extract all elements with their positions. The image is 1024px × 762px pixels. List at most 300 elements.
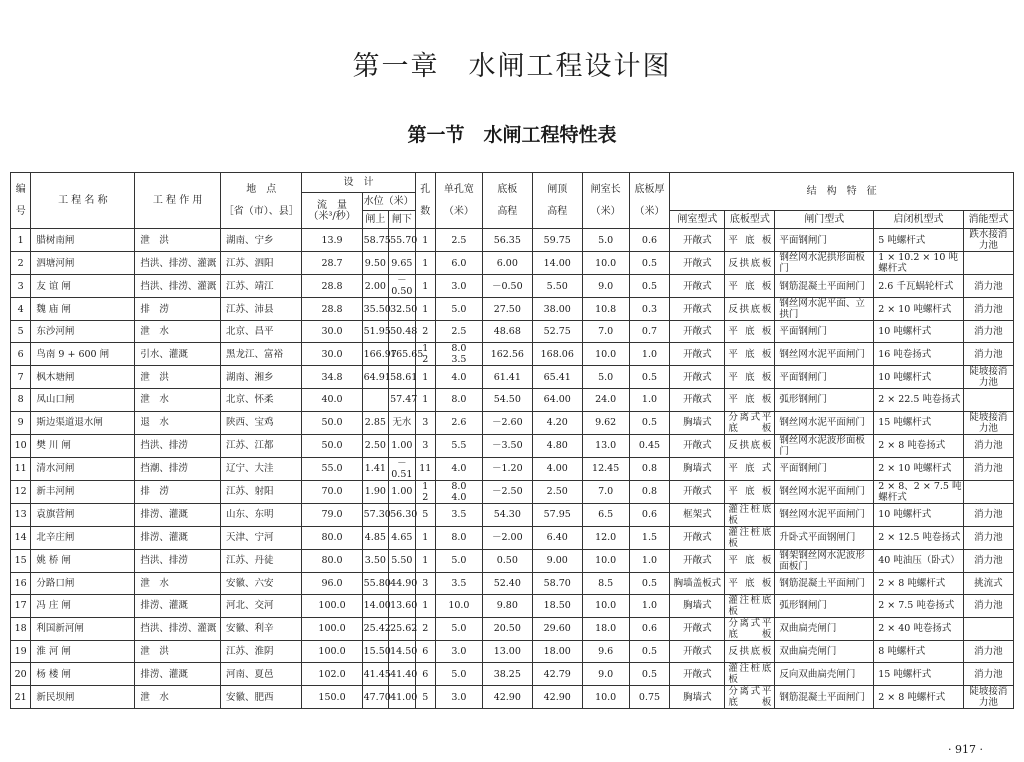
cell-hoist: 2 × 10 吨螺杆式 <box>874 298 964 321</box>
col-function-header: 工 程 作 用 <box>135 173 221 229</box>
cell-top: 14.00 <box>532 252 582 275</box>
cell-energy: 消力池 <box>963 457 1013 480</box>
cell-thick: 1.0 <box>629 389 670 411</box>
cell-thick: 0.6 <box>629 503 670 526</box>
cell-ftype: 平底式 <box>725 457 775 480</box>
cell-loc: 山东、东明 <box>220 503 302 526</box>
cell-gate: 钢筋混凝土平面闸门 <box>775 275 874 298</box>
cell-chamber: 胸墙盖板式 <box>670 572 725 594</box>
table-row <box>11 549 1014 572</box>
cell-holes: 6 <box>415 663 435 686</box>
cell-energy <box>963 389 1013 411</box>
cell-ftype: 平底板 <box>725 389 775 411</box>
cell-name: 凤山口闸 <box>31 389 135 411</box>
cell-hoist: 15 吨螺杆式 <box>874 663 964 686</box>
table-row <box>11 594 1014 617</box>
cell-holes: 1 <box>415 549 435 572</box>
cell-floor: 54.50 <box>482 389 532 411</box>
cell-flow: 13.9 <box>302 229 362 252</box>
cell-no: 20 <box>11 663 31 686</box>
cell-width: 5.0 <box>435 663 482 686</box>
cell-no: 12 <box>11 480 31 503</box>
cell-chamber: 开敞式 <box>670 617 725 640</box>
cell-thick: 0.5 <box>629 411 670 434</box>
table-row <box>11 663 1014 686</box>
cell-hoist: 2 × 8、2 × 7.5 吨螺杆式 <box>874 480 964 503</box>
cell-top: 38.00 <box>532 298 582 321</box>
cell-down: 32.50 <box>389 298 416 321</box>
cell-loc: 江苏、泗阳 <box>220 252 302 275</box>
table-row <box>11 298 1014 321</box>
cell-len: 10.8 <box>582 298 629 321</box>
cell-floor: 52.40 <box>482 572 532 594</box>
cell-flow: 100.0 <box>302 594 362 617</box>
cell-up: 64.91 <box>362 366 389 389</box>
cell-gate: 平面钢闸门 <box>775 457 874 480</box>
cell-loc: 安徽、六安 <box>220 572 302 594</box>
cell-no: 9 <box>11 411 31 434</box>
cell-name: 利国新河闸 <box>31 617 135 640</box>
cell-floor: －2.60 <box>482 411 532 434</box>
col-length-header: 闸室长 （米） <box>582 173 629 229</box>
cell-gate: 弧形钢闸门 <box>775 389 874 411</box>
cell-name: 清水河闸 <box>31 457 135 480</box>
cell-top: 57.95 <box>532 503 582 526</box>
table-row <box>11 572 1014 594</box>
cell-name: 冯 庄 闸 <box>31 594 135 617</box>
cell-width: 2.5 <box>435 229 482 252</box>
cell-hoist: 2 × 22.5 吨卷扬式 <box>874 389 964 411</box>
col-holes-header: 孔 数 <box>415 173 435 229</box>
cell-down: 14.50 <box>389 640 416 662</box>
cell-energy: 消力池 <box>963 434 1013 457</box>
table-row <box>11 252 1014 275</box>
cell-name: 樊 川 闸 <box>31 434 135 457</box>
cell-flow: 28.8 <box>302 298 362 321</box>
cell-top: 4.80 <box>532 434 582 457</box>
cell-gate: 钢丝网水泥平面闸门 <box>775 503 874 526</box>
cell-floor: 13.00 <box>482 640 532 662</box>
table-row <box>11 275 1014 298</box>
col-floor-type-header: 底板型式 <box>725 211 775 229</box>
cell-chamber: 胸墙式 <box>670 457 725 480</box>
cell-up: 55.80 <box>362 572 389 594</box>
cell-holes: 1 <box>415 526 435 549</box>
cell-width: 3.5 <box>435 503 482 526</box>
table-row <box>11 640 1014 662</box>
cell-chamber: 开敞式 <box>670 663 725 686</box>
cell-energy: 消力池 <box>963 663 1013 686</box>
cell-loc: 河南、夏邑 <box>220 663 302 686</box>
cell-top: 18.50 <box>532 594 582 617</box>
cell-loc: 陕西、宝鸡 <box>220 411 302 434</box>
cell-top: 64.00 <box>532 389 582 411</box>
cell-holes: 1 <box>415 229 435 252</box>
cell-top: 18.00 <box>532 640 582 662</box>
cell-down: 1.00 <box>389 480 416 503</box>
cell-floor: 48.68 <box>482 321 532 343</box>
cell-flow: 34.8 <box>302 366 362 389</box>
cell-no: 16 <box>11 572 31 594</box>
cell-floor: 38.25 <box>482 663 532 686</box>
cell-down: 25.62 <box>389 617 416 640</box>
cell-holes: 2 <box>415 617 435 640</box>
cell-floor: 162.56 <box>482 343 532 366</box>
cell-name: 分路口闸 <box>31 572 135 594</box>
cell-width: 5.0 <box>435 298 482 321</box>
cell-len: 18.0 <box>582 617 629 640</box>
cell-chamber: 开敞式 <box>670 229 725 252</box>
cell-ftype: 平底板 <box>725 343 775 366</box>
cell-holes: 5 <box>415 503 435 526</box>
table-row <box>11 411 1014 434</box>
cell-len: 7.0 <box>582 480 629 503</box>
cell-func: 挡洪、排涝、灌溉 <box>135 275 221 298</box>
cell-hoist: 2.6 千瓦蜗轮杆式 <box>874 275 964 298</box>
cell-floor: 0.50 <box>482 549 532 572</box>
cell-func: 泄 水 <box>135 686 221 709</box>
cell-func: 泄 水 <box>135 572 221 594</box>
table-row <box>11 389 1014 411</box>
cell-no: 17 <box>11 594 31 617</box>
cell-up: 41.45 <box>362 663 389 686</box>
cell-func: 挡洪、排涝 <box>135 549 221 572</box>
cell-func: 排涝、灌溉 <box>135 503 221 526</box>
cell-up: 2.85 <box>362 411 389 434</box>
cell-func: 挡洪、排涝、灌溉 <box>135 617 221 640</box>
cell-loc: 天津、宁河 <box>220 526 302 549</box>
cell-ftype: 平底板 <box>725 549 775 572</box>
cell-gate: 钢丝网水泥平面闸门 <box>775 343 874 366</box>
cell-hoist: 2 × 8 吨螺杆式 <box>874 572 964 594</box>
cell-len: 13.0 <box>582 434 629 457</box>
cell-flow: 70.0 <box>302 480 362 503</box>
cell-floor: 61.41 <box>482 366 532 389</box>
cell-hoist: 8 吨螺杆式 <box>874 640 964 662</box>
cell-func: 挡潮、排涝 <box>135 457 221 480</box>
cell-holes: 5 <box>415 686 435 709</box>
cell-chamber: 开敞式 <box>670 640 725 662</box>
cell-down: －0.50 <box>389 275 416 298</box>
cell-ftype: 灌注桩底板 <box>725 503 775 526</box>
col-gate-header: 闸门型式 <box>775 211 874 229</box>
cell-gate: 钢筋混凝土平面闸门 <box>775 572 874 594</box>
cell-up: 25.42 <box>362 617 389 640</box>
cell-width: 10.0 <box>435 594 482 617</box>
cell-energy <box>963 617 1013 640</box>
cell-thick: 1.0 <box>629 343 670 366</box>
cell-ftype: 反拱底板 <box>725 252 775 275</box>
cell-func: 排涝、灌溉 <box>135 594 221 617</box>
cell-down: 44.90 <box>389 572 416 594</box>
cell-no: 19 <box>11 640 31 662</box>
col-thick-header: 底板厚 （米） <box>629 173 670 229</box>
cell-gate: 反向双曲扁壳闸门 <box>775 663 874 686</box>
cell-ftype: 分离式平底板 <box>725 411 775 434</box>
cell-floor: －3.50 <box>482 434 532 457</box>
cell-thick: 0.75 <box>629 686 670 709</box>
cell-chamber: 开敞式 <box>670 321 725 343</box>
cell-down: 50.48 <box>389 321 416 343</box>
cell-func: 挡洪、排涝、灌溉 <box>135 252 221 275</box>
cell-flow: 79.0 <box>302 503 362 526</box>
cell-holes: 1 <box>415 252 435 275</box>
table-row <box>11 526 1014 549</box>
cell-no: 14 <box>11 526 31 549</box>
cell-holes: 11 <box>415 457 435 480</box>
cell-width: 8.0 4.0 <box>435 480 482 503</box>
cell-len: 24.0 <box>582 389 629 411</box>
cell-loc: 湖南、湘乡 <box>220 366 302 389</box>
cell-hoist: 40 吨油压（卧式） <box>874 549 964 572</box>
cell-gate: 钢丝网水泥波形面板门 <box>775 434 874 457</box>
cell-loc: 江苏、靖江 <box>220 275 302 298</box>
cell-down: 165.65 <box>389 343 416 366</box>
cell-energy: 消力池 <box>963 526 1013 549</box>
col-structure-header: 结 构 特 征 <box>670 173 1014 211</box>
cell-name: 斯边渠道退水闸 <box>31 411 135 434</box>
cell-holes: 1 <box>415 275 435 298</box>
cell-no: 13 <box>11 503 31 526</box>
cell-holes: 1 2 <box>415 343 435 366</box>
cell-flow: 50.0 <box>302 411 362 434</box>
cell-width: 5.5 <box>435 434 482 457</box>
cell-no: 10 <box>11 434 31 457</box>
cell-chamber: 开敞式 <box>670 480 725 503</box>
cell-name: 魏 庙 闸 <box>31 298 135 321</box>
cell-up <box>362 389 389 411</box>
cell-hoist: 1 × 10.2 × 10 吨螺杆式 <box>874 252 964 275</box>
cell-name: 泗塘河闸 <box>31 252 135 275</box>
cell-no: 7 <box>11 366 31 389</box>
cell-func: 挡洪、排涝 <box>135 434 221 457</box>
cell-holes: 3 <box>415 411 435 434</box>
cell-thick: 0.5 <box>629 663 670 686</box>
cell-down: 57.47 <box>389 389 416 411</box>
cell-thick: 0.7 <box>629 321 670 343</box>
cell-floor: 6.00 <box>482 252 532 275</box>
page-number: · 917 · <box>948 743 983 756</box>
cell-hoist: 2 × 12.5 吨卷扬式 <box>874 526 964 549</box>
cell-energy: 消力池 <box>963 640 1013 662</box>
cell-floor: 54.30 <box>482 503 532 526</box>
cell-chamber: 开敞式 <box>670 252 725 275</box>
cell-func: 引水、灌溉 <box>135 343 221 366</box>
cell-len: 9.62 <box>582 411 629 434</box>
cell-down: 9.65 <box>389 252 416 275</box>
cell-down: 56.30 <box>389 503 416 526</box>
cell-holes: 6 <box>415 640 435 662</box>
cell-energy: 消力池 <box>963 275 1013 298</box>
cell-hoist: 15 吨螺杆式 <box>874 411 964 434</box>
cell-energy: 消力池 <box>963 549 1013 572</box>
cell-down: 58.61 <box>389 366 416 389</box>
table-row <box>11 617 1014 640</box>
cell-chamber: 开敞式 <box>670 526 725 549</box>
table-row <box>11 366 1014 389</box>
cell-down: 1.00 <box>389 434 416 457</box>
cell-len: 6.5 <box>582 503 629 526</box>
cell-thick: 0.8 <box>629 457 670 480</box>
cell-top: 65.41 <box>532 366 582 389</box>
cell-width: 8.0 <box>435 526 482 549</box>
cell-func: 排 涝 <box>135 298 221 321</box>
cell-thick: 0.5 <box>629 572 670 594</box>
cell-len: 9.0 <box>582 275 629 298</box>
cell-energy: 陡坡接消力池 <box>963 686 1013 709</box>
cell-holes: 1 <box>415 298 435 321</box>
section-title: 第一节 水闸工程特性表 <box>407 124 617 146</box>
cell-chamber: 框架式 <box>670 503 725 526</box>
cell-width: 8.0 <box>435 389 482 411</box>
cell-top: 168.06 <box>532 343 582 366</box>
cell-ftype: 平底板 <box>725 321 775 343</box>
cell-loc: 安徽、肥西 <box>220 686 302 709</box>
col-floor-header: 底板 高程 <box>482 173 532 229</box>
cell-func: 排 涝 <box>135 480 221 503</box>
cell-name: 腊树南闸 <box>31 229 135 252</box>
cell-func: 泄 洪 <box>135 640 221 662</box>
cell-floor: 27.50 <box>482 298 532 321</box>
cell-floor: 56.35 <box>482 229 532 252</box>
cell-no: 15 <box>11 549 31 572</box>
cell-up: 15.50 <box>362 640 389 662</box>
cell-gate: 钢筋混凝土平面闸门 <box>775 686 874 709</box>
cell-no: 6 <box>11 343 31 366</box>
table-row <box>11 321 1014 343</box>
cell-width: 5.0 <box>435 549 482 572</box>
cell-holes: 3 <box>415 434 435 457</box>
col-design-header: 设 计 <box>302 173 415 193</box>
cell-top: 59.75 <box>532 229 582 252</box>
col-wl-down-header: 闸下 <box>389 211 416 229</box>
cell-ftype: 反拱底板 <box>725 434 775 457</box>
cell-up: 9.50 <box>362 252 389 275</box>
cell-up: 47.70 <box>362 686 389 709</box>
cell-gate: 钢架钢丝网水泥波形面板门 <box>775 549 874 572</box>
cell-floor: 20.50 <box>482 617 532 640</box>
cell-no: 4 <box>11 298 31 321</box>
col-name-header: 工 程 名 称 <box>31 173 135 229</box>
cell-width: 5.0 <box>435 617 482 640</box>
cell-top: 29.60 <box>532 617 582 640</box>
cell-chamber: 开敞式 <box>670 366 725 389</box>
cell-hoist: 10 吨螺杆式 <box>874 321 964 343</box>
cell-thick: 0.8 <box>629 480 670 503</box>
cell-down: 41.00 <box>389 686 416 709</box>
cell-chamber: 开敞式 <box>670 275 725 298</box>
cell-hoist: 2 × 7.5 吨卷扬式 <box>874 594 964 617</box>
cell-energy <box>963 252 1013 275</box>
cell-up: 2.00 <box>362 275 389 298</box>
cell-gate: 平面钢闸门 <box>775 366 874 389</box>
cell-name: 北辛庄闸 <box>31 526 135 549</box>
cell-ftype: 反拱底板 <box>725 298 775 321</box>
cell-thick: 0.5 <box>629 640 670 662</box>
cell-flow: 102.0 <box>302 663 362 686</box>
cell-ftype: 平底板 <box>725 229 775 252</box>
cell-down: 无水 <box>389 411 416 434</box>
cell-chamber: 胸墙式 <box>670 686 725 709</box>
cell-func: 泄 水 <box>135 389 221 411</box>
col-energy-header: 消能型式 <box>963 211 1013 229</box>
cell-floor: －0.50 <box>482 275 532 298</box>
col-no-header: 编 号 <box>11 173 31 229</box>
cell-down: 55.70 <box>389 229 416 252</box>
cell-floor: －2.50 <box>482 480 532 503</box>
cell-top: 52.75 <box>532 321 582 343</box>
cell-gate: 钢丝网水泥平面闸门 <box>775 480 874 503</box>
cell-loc: 河北、交河 <box>220 594 302 617</box>
cell-floor: －2.00 <box>482 526 532 549</box>
cell-flow: 30.0 <box>302 321 362 343</box>
col-width-header: 单孔宽 （米） <box>435 173 482 229</box>
cell-hoist: 10 吨螺杆式 <box>874 503 964 526</box>
cell-name: 淮 河 闸 <box>31 640 135 662</box>
col-chamber-header: 闸室型式 <box>670 211 725 229</box>
cell-holes: 1 <box>415 594 435 617</box>
cell-width: 4.0 <box>435 457 482 480</box>
cell-width: 3.0 <box>435 275 482 298</box>
cell-ftype: 分离式平底板 <box>725 617 775 640</box>
cell-width: 2.5 <box>435 321 482 343</box>
cell-loc: 安徽、利辛 <box>220 617 302 640</box>
col-hoist-header: 启闭机型式 <box>874 211 964 229</box>
table-row <box>11 434 1014 457</box>
cell-loc: 江苏、江都 <box>220 434 302 457</box>
cell-chamber: 开敞式 <box>670 389 725 411</box>
cell-no: 1 <box>11 229 31 252</box>
cell-floor: 42.90 <box>482 686 532 709</box>
cell-energy: 消力池 <box>963 343 1013 366</box>
cell-floor: －1.20 <box>482 457 532 480</box>
cell-thick: 0.5 <box>629 275 670 298</box>
cell-up: 166.97 <box>362 343 389 366</box>
cell-width: 3.0 <box>435 640 482 662</box>
cell-width: 6.0 <box>435 252 482 275</box>
cell-len: 5.0 <box>582 229 629 252</box>
cell-top: 9.00 <box>532 549 582 572</box>
col-location-header: 地 点 ［省（市）、县］ <box>220 173 302 229</box>
cell-no: 5 <box>11 321 31 343</box>
cell-loc: 北京、怀柔 <box>220 389 302 411</box>
cell-name: 袁旗营闸 <box>31 503 135 526</box>
cell-no: 3 <box>11 275 31 298</box>
cell-gate: 钢丝网水泥拱形面板门 <box>775 252 874 275</box>
cell-func: 排涝、灌溉 <box>135 526 221 549</box>
cell-flow: 80.0 <box>302 549 362 572</box>
cell-up: 2.50 <box>362 434 389 457</box>
cell-thick: 0.6 <box>629 617 670 640</box>
cell-len: 9.6 <box>582 640 629 662</box>
cell-name: 姚 桥 闸 <box>31 549 135 572</box>
cell-gate: 钢丝网水泥平面、立拱门 <box>775 298 874 321</box>
cell-func: 泄 洪 <box>135 229 221 252</box>
cell-energy: 跌水接消力池 <box>963 229 1013 252</box>
cell-loc: 北京、昌平 <box>220 321 302 343</box>
cell-gate: 弧形钢闸门 <box>775 594 874 617</box>
cell-holes: 1 2 <box>415 480 435 503</box>
cell-len: 10.0 <box>582 549 629 572</box>
cell-loc: 黑龙江、富裕 <box>220 343 302 366</box>
cell-no: 18 <box>11 617 31 640</box>
cell-up: 14.00 <box>362 594 389 617</box>
cell-name: 鸟南 9 + 600 闸 <box>31 343 135 366</box>
cell-flow: 50.0 <box>302 434 362 457</box>
cell-flow: 150.0 <box>302 686 362 709</box>
cell-ftype: 平底板 <box>725 572 775 594</box>
cell-energy: 消力池 <box>963 594 1013 617</box>
